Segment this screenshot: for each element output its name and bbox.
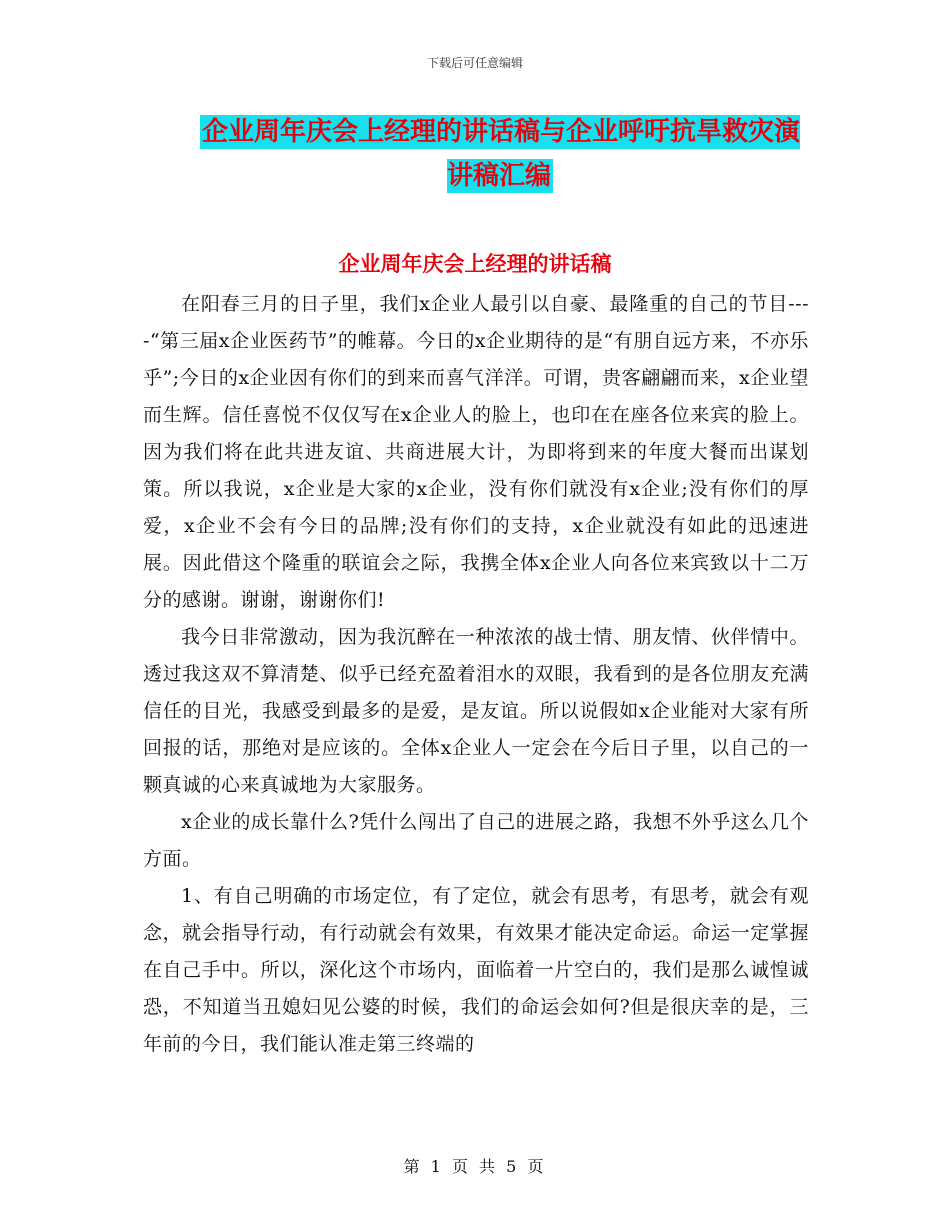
section-title: 企业周年庆会上经理的讲话稿 — [338, 252, 612, 276]
paragraph-2: 我今日非常激动，因为我沉醉在一种浓浓的战士情、朋友情、伙伴情中。透过我这双不算清楚、似乎已经充盈着泪水的双眼，我看到的是各位朋友充满信任的目光，我感受到最多的是爱，是友谊。所以说假如x企业能对大家有所回报的话，那绝对是应该的。全体x企业人一定会在今后日子里，以自己的一颗真诚的心来真诚地为大家服务。 — [143, 626, 809, 796]
document-title-text: 企业周年庆会上经理的讲话稿与企业呼吁抗旱救灾演讲稿汇编 — [201, 117, 800, 191]
paragraph-3: x企业的成长靠什么?凭什么闯出了自己的进展之路，我想不外乎这么几个方面。 — [143, 811, 809, 870]
paragraph-1: 在阳春三月的日子里，我们x企业人最引以自豪、最隆重的自己的节目----“第三届x企业医药节”的帷幕。今日的x企业期待的是“有朋自远方来，不亦乐乎”;今日的x企业因有你们的到来而喜气洋洋。可谓，贵客翩翩而来，x企业望而生辉。信任喜悦不仅仅写在x企业人的脸上，也印在在座各位来宾的脸上。因为我们将在此共进友谊、共商进展大计，为即将到来的年度大餐而出谋划策。所以我说，x企业是大家的x企业，没有你们就没有x企业;没有你们的厚爱，x企业不会有今日的品牌;没有你们的支持，x企业就没有如此的迅速进展。因此借这个隆重的联谊会之际，我携全体x企业人向各位来宾致以十二万分的感谢。谢谢，谢谢你们! — [143, 293, 809, 611]
header-note: 下载后可任意编辑 — [426, 56, 523, 70]
page-number: 第 1 页 共 5 页 — [403, 1157, 547, 1176]
document-body — [143, 286, 809, 1063]
document-title — [190, 110, 810, 198]
paragraph-4: 1、有自己明确的市场定位，有了定位，就会有思考，有思考，就会有观念，就会指导行动，有行动就会有效果，有效果才能决定命运。命运一定掌握在自己手中。所以，深化这个市场内，面临着一片空白的，我们是那么诚惶诚恐，不知道当丑媳妇见公婆的时候，我们的命运会如何?但是很庆幸的是，三年前的今日，我们能认准走第三终端的 — [143, 885, 809, 1055]
